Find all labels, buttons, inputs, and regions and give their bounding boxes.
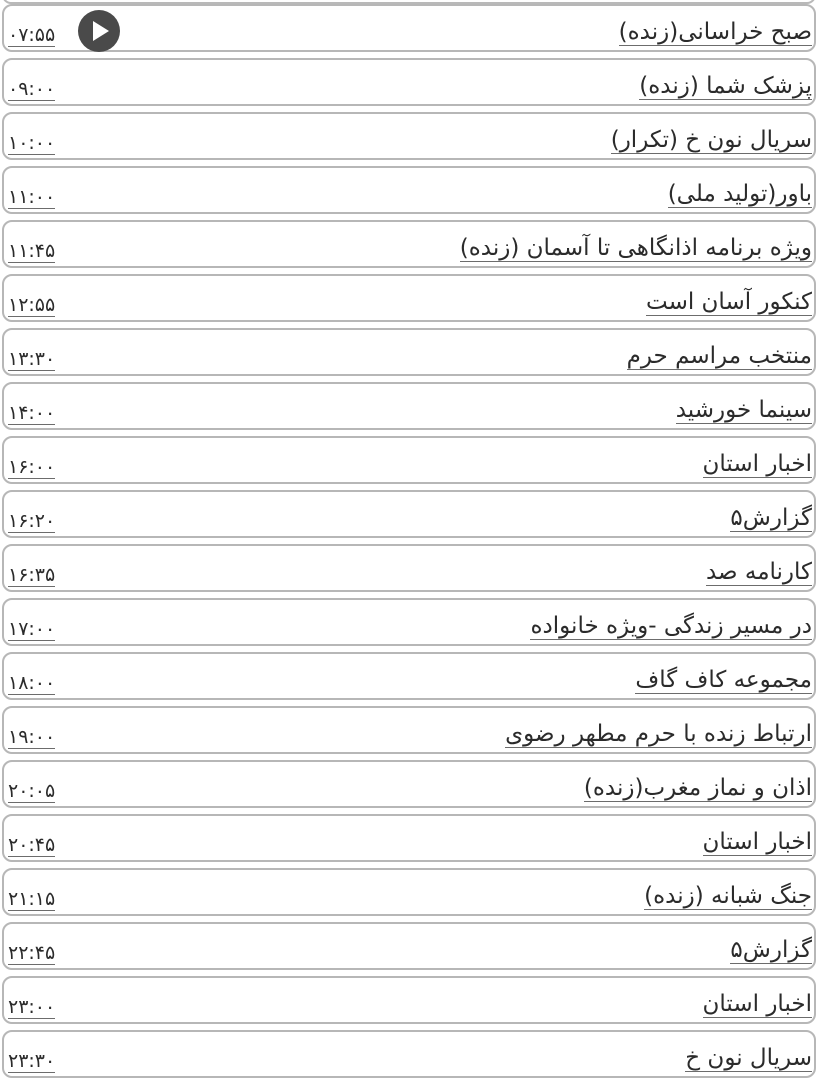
program-title: کارنامه صد (705, 559, 812, 585)
schedule-row[interactable] (2, 868, 816, 916)
program-time: ۲۰:۰۵ (8, 780, 56, 802)
program-time: ۱۹:۰۰ (8, 726, 56, 748)
schedule-row[interactable] (2, 58, 816, 106)
schedule-row[interactable] (2, 598, 816, 646)
schedule-row[interactable] (2, 382, 816, 430)
program-time: ۱۳:۳۰ (8, 348, 56, 370)
program-title: باور(تولید ملی) (667, 181, 812, 207)
program-time: ۱۱:۰۰ (8, 186, 56, 208)
program-time: ۱۶:۰۰ (8, 456, 56, 478)
program-title: اخبار استان (702, 451, 812, 477)
schedule-row[interactable] (2, 814, 816, 862)
schedule-row[interactable] (2, 976, 816, 1024)
schedule-row[interactable] (2, 490, 816, 538)
program-title: سینما خورشید (675, 397, 812, 423)
program-time: ۱۷:۰۰ (8, 618, 56, 640)
program-time: ۲۰:۴۵ (8, 834, 56, 856)
program-title: در مسیر زندگی -ویژه خانواده (530, 613, 812, 639)
schedule-row[interactable] (2, 544, 816, 592)
program-title: سریال نون خ (تکرار) (610, 127, 812, 153)
program-title: گزارش۵ (730, 505, 812, 531)
program-title: جنگ شبانه (زنده) (644, 883, 812, 909)
program-title: صبح خراسانی(زنده) (618, 19, 812, 45)
program-title: سریال نون خ (685, 1045, 812, 1071)
program-time: ۱۴:۰۰ (8, 402, 56, 424)
program-title: اذان و نماز مغرب(زنده) (583, 775, 812, 801)
schedule-row[interactable] (2, 706, 816, 754)
program-title: ارتباط زنده با حرم مطهر رضوی (505, 721, 812, 747)
program-title: کنکور آسان است (645, 289, 812, 315)
schedule-row[interactable] (2, 1030, 816, 1078)
schedule-row[interactable] (2, 274, 816, 322)
program-time: ۱۶:۲۰ (8, 510, 56, 532)
program-time: ۲۳:۳۰ (8, 1050, 56, 1072)
program-title: اخبار استان (702, 991, 812, 1017)
schedule-row[interactable] (2, 220, 816, 268)
schedule-row[interactable] (2, 760, 816, 808)
program-time: ۱۰:۰۰ (8, 132, 56, 154)
schedule-row[interactable] (2, 922, 816, 970)
program-time: ۱۶:۳۵ (8, 564, 56, 586)
schedule-row[interactable] (2, 112, 816, 160)
program-title: منتخب مراسم حرم (626, 343, 812, 369)
program-title: مجموعه کاف گاف (635, 667, 812, 693)
play-icon (78, 10, 120, 52)
program-title: اخبار استان (702, 829, 812, 855)
program-time: ۲۳:۰۰ (8, 996, 56, 1018)
schedule-row[interactable] (2, 436, 816, 484)
program-title: گزارش۵ (730, 937, 812, 963)
program-time: ۲۱:۱۵ (8, 888, 56, 910)
play-button[interactable] (78, 10, 120, 52)
program-title: پزشک شما (زنده) (639, 73, 812, 99)
schedule-row[interactable] (2, 652, 816, 700)
program-time: ۰۹:۰۰ (8, 78, 56, 100)
program-time: ۱۱:۴۵ (8, 240, 56, 262)
program-time: ۲۲:۴۵ (8, 942, 56, 964)
program-time: ۱۸:۰۰ (8, 672, 56, 694)
schedule-row[interactable] (2, 166, 816, 214)
schedule-row[interactable] (2, 328, 816, 376)
schedule-row[interactable] (2, 4, 816, 52)
program-time: ۰۷:۵۵ (8, 24, 56, 46)
program-time: ۱۲:۵۵ (8, 294, 56, 316)
program-title: ویژه برنامه اذانگاهی تا آسمان (زنده) (459, 235, 812, 261)
